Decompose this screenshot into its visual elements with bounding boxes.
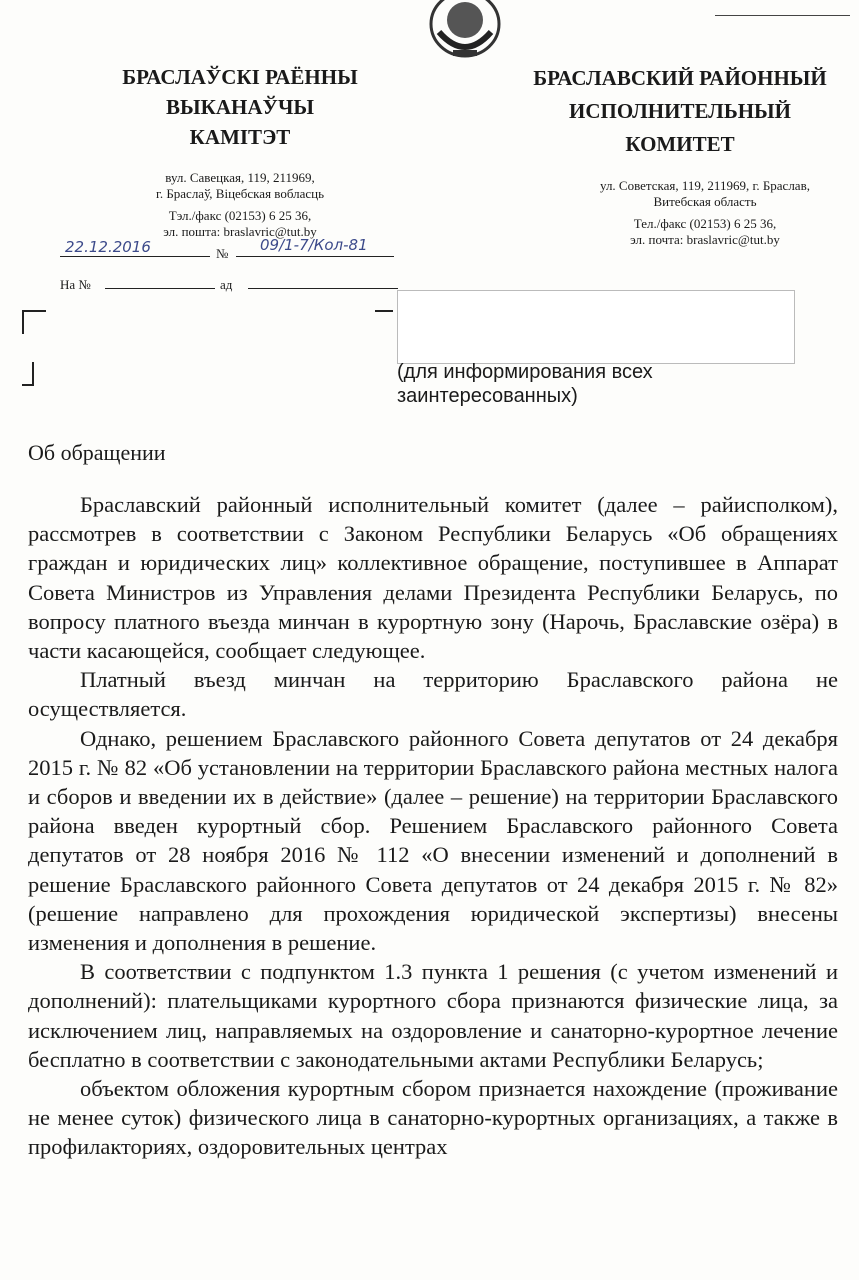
redacted-addressee-box [397,290,795,364]
letter-body [28,490,838,1162]
handwritten-date: 22.12.2016 [65,238,151,256]
address-line: г. Браслаў, Віцебская вобласць [155,186,325,201]
address-line: Витебская область [653,194,757,209]
letter-subject: Об обращении [28,440,166,465]
phone-line: Тел./факс (02153) 6 25 36, [633,216,777,231]
address-by [95,170,385,240]
ref-label: На № [60,277,91,292]
handwritten-number: 09/1-7/Кол-81 [260,236,368,254]
paragraph: В соответствии с подпунктом 1.3 пункта 1 решения (с учетом изменений и дополнений): плательщиками курортного сбора признаются физические лица, за исключением лиц, направляемых на оздоровление и санаторно-курортное лечение бесплатно в соответствии с законодательными актами Республики Беларусь; [28,959,838,1072]
addressee-note [397,360,653,408]
title-line: БРАСЛАЎСКІ РАЁННЫ [122,65,358,89]
email-line: эл. почта: braslavric@tut.by [630,232,780,247]
number-label: № [216,246,229,261]
addressee-line: заинтересованных) [397,385,578,407]
paragraph: Однако, решением Браславского районного Совета депутатов от 24 декабря 2015 г. № 82 «Об установлении на территории Браславского района местных налога и сборов и введении их в действие» (далее – решение) на территории Браславского района введен курортный сбор. Решением Браславского районного Совета депутатов от 28 ноября 2016 № 112 «О внесении изменений и дополнений в решение Браславского районного Совета депутатов от 24 декабря 2015 г. № 82» (решение направлено для прохождения юридической экспертизы) внесены изменения и дополнения в решение. [28,725,838,956]
phone-line: Тэл./факс (02153) 6 25 36, [168,208,312,223]
address-line: вул. Савецкая, 119, 211969, [165,170,315,185]
header-title-ru [510,62,850,161]
top-rule [715,15,850,16]
corner-mark [22,362,34,386]
header-title-by [95,62,385,152]
title-line: КАМІТЭТ [189,125,291,149]
paragraph: объектом обложения курортным сбором признается нахождение (проживание не менее суток) физического лица в санаторно-курортных организациях, а также в профилакториях, оздоровительных центрах [28,1076,838,1160]
address-ru [540,178,859,248]
coat-of-arms-emblem [425,0,505,62]
title-line: ВЫКАНАЎЧЫ [166,95,314,119]
number-underline [236,256,394,257]
ref-underline [105,288,215,289]
ref-from-underline [248,288,398,289]
title-line: ИСПОЛНИТЕЛЬНЫЙ [569,99,791,123]
title-line: КОМИТЕТ [625,132,735,156]
ref-from-label: ад [220,277,233,292]
corner-mark [375,310,393,334]
title-line: БРАСЛАВСКИЙ РАЙОННЫЙ [533,66,827,90]
paragraph: Платный въезд минчан на территорию Браславского района не осуществляется. [28,667,838,722]
paragraph: Браславский районный исполнительный комитет (далее – райисполком), рассмотрев в соответствии с Законом Республики Беларусь «Об обращениях граждан и юридических лиц» коллективное обращение, поступившее в Аппарат Совета Министров из Управления делами Президента Республики Беларусь, по вопросу платного въезда минчан в курортную зону (Нарочь, Браславские озёра) в части касающейся, сообщает следующее. [28,492,838,664]
corner-mark [22,310,46,334]
address-line: ул. Советская, 119, 211969, г. Браслав, [600,178,810,193]
email-line: эл. пошта: braslavric@tut.by [163,224,317,239]
addressee-line: (для информирования всех [397,361,653,383]
date-underline [60,256,210,257]
